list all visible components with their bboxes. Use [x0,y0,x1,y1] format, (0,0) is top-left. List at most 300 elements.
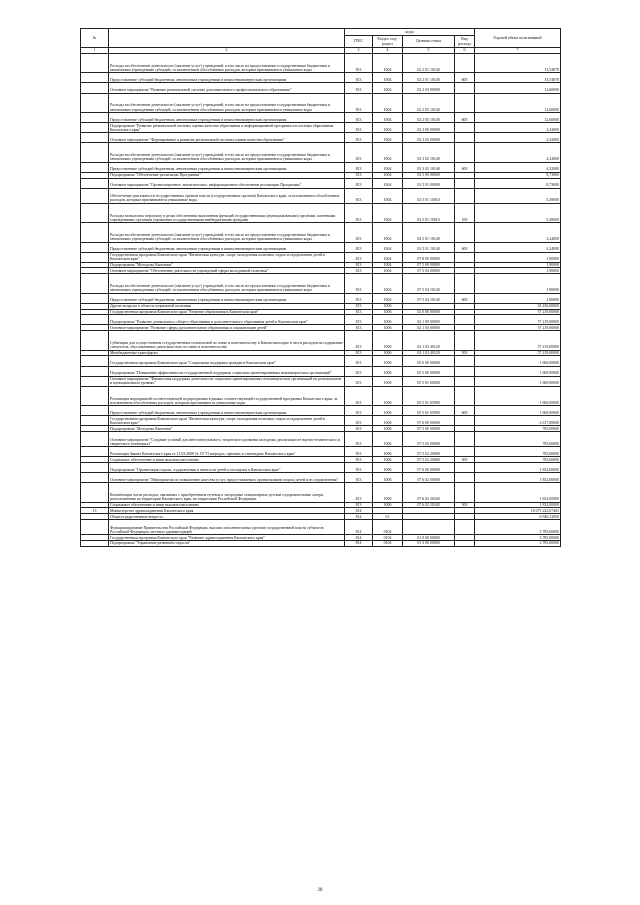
row-csr-cell: 07 5 02 00000 [403,432,455,447]
row-name-cell: Основное мероприятие "Обеспечение деятельности учреждений сферы молодежной политики" [109,268,345,274]
row-name-cell: Подпрограмма "Молодежь Камчатки" [109,262,345,268]
row-sum-cell: 1,90000 [475,268,561,274]
header-number: № [81,29,109,48]
row-vid-cell [455,376,475,386]
row-csr-cell: 07 0 00 00000 [403,252,455,262]
row-razdel-cell: 1004 [373,123,403,133]
row-csr-cell: 02 2 03 00000 [403,83,455,93]
row-razdel-cell: 1006 [373,376,403,386]
header-name [109,29,345,48]
row-number-cell [81,223,109,242]
row-name-cell: Государственная программа Камчатского края "Физическая культура, спорт, молодежная политика, отдых и оздоровление детей в Камчатском крае" [109,252,345,262]
row-number-cell [81,376,109,386]
row-razdel-cell: 1004 [373,188,403,203]
row-number-cell [81,203,109,222]
column-index: 2 [109,48,345,54]
table-row [81,432,561,447]
row-vid-cell [455,93,475,112]
row-grbs-cell: 813 [345,54,373,73]
row-sum-cell: 3,24000 [475,242,561,252]
row-vid-cell: 600 [455,112,475,122]
row-grbs-cell: 813 [345,386,373,405]
row-razdel-cell: 1004 [373,268,403,274]
row-razdel-cell: 1006 [373,303,403,309]
row-grbs-cell: 813 [345,356,373,366]
row-razdel-cell: 1006 [373,350,403,356]
row-csr-cell: 02 5 01 10010 [403,188,455,203]
table-row [81,143,561,162]
row-name-cell: Расходы на обеспечение деятельности (оказание услуг) учреждений, в том числе на предоставление государственным бюджетным и автономным учреждениям субсидий, за исключением обособленных расходов, которым присваиваются уникальные коды [109,223,345,242]
row-csr-cell: 07 6 02 20240 [403,483,455,502]
row-grbs-cell: 814 [345,535,373,541]
table-row [81,366,561,376]
table-row [81,178,561,188]
row-grbs-cell: 813 [345,457,373,463]
row-grbs-cell: 813 [345,293,373,303]
row-grbs-cell: 814 [345,520,373,535]
budget-table-page [80,28,560,547]
row-grbs-cell: 813 [345,203,373,222]
row-sum-cell: 4,32000 [475,162,561,172]
row-name-cell: Подпрограмма "Развитие региональной системы оценки качества образования и информационной прозрачности системы образования Камчатского края" [109,123,345,133]
row-csr-cell: 07 5 02 20080 [403,457,455,463]
row-sum-cell: 1 832,00000 [475,463,561,473]
row-csr-cell: 05 5 00 00000 [403,366,455,376]
row-sum-cell: 57 219,00000 [475,350,561,356]
row-razdel-cell: 0104 [373,535,403,541]
row-razdel-cell: 1004 [373,83,403,93]
row-razdel-cell: 1004 [373,178,403,188]
row-sum-cell: 57 219,00000 [475,315,561,325]
row-sum-cell: 5,49000 [475,188,561,203]
table-row [81,315,561,325]
row-razdel-cell: 1004 [373,162,403,172]
table-row [81,223,561,242]
row-name-cell: Основное мероприятие "Создание условий для интеллектуального, творческого развития молодежи, реализации ее научно-технического и творческого потенциала" [109,432,345,447]
row-sum-cell: 10 073 242,67483 [475,508,561,514]
row-name-cell: Расходы на выплаты персоналу в целях обеспечения выполнения функций государственными (муниципальными) органами, казенными учреждениями, органами управления государственными внебюджетными фондами [109,203,345,222]
row-sum-cell: 3 785,00000 [475,535,561,541]
row-number-cell [81,293,109,303]
row-name-cell: Основное мероприятие "Мероприятия по повышению качества услуг, предоставляемых организациями отдыха детей и их оздоровления" [109,473,345,483]
row-name-cell: Предоставление субсидий бюджетным, автономным учреждениям и иным некоммерческим организациям [109,112,345,122]
row-grbs-cell: 813 [345,274,373,293]
table-row [81,54,561,73]
row-csr-cell: 02 3 02 10140 [403,143,455,162]
column-index: 7 [475,48,561,54]
row-grbs-cell: 813 [345,463,373,473]
table-row [81,123,561,133]
row-csr-cell: 02 5 01 10140 [403,242,455,252]
row-grbs-cell: 813 [345,172,373,178]
column-index: 3 [345,48,373,54]
row-grbs-cell: 813 [345,416,373,426]
row-razdel-cell: 1006 [373,315,403,325]
table-row [81,520,561,535]
row-vid-cell [455,315,475,325]
row-number-cell [81,112,109,122]
table-row [81,386,561,405]
row-number-cell [81,123,109,133]
row-csr-cell: 07 5 04 10140 [403,293,455,303]
row-vid-cell: 600 [455,293,475,303]
row-name-cell: Предоставление субсидий бюджетным, автономным учреждениям и иным некоммерческим организациям [109,293,345,303]
row-name-cell: Компенсация части расходов, связанных с приобретением путевок в загородные стационарные детские оздоровительные лагеря, расположенные на территории Камчатского края, на территории Российской Федерации [109,483,345,502]
row-sum-cell: 12,60000 [475,83,561,93]
row-csr-cell: 02 5 00 00000 [403,172,455,178]
row-grbs-cell: 813 [345,432,373,447]
row-number-cell [81,447,109,457]
row-number-cell [81,463,109,473]
row-csr-cell: 02 5 01 00000 [403,178,455,188]
row-name-cell: Обеспечение деятельности государственных органов власти (государственных органов) Камчатского края, за исключением обособленных расходов, которым присваиваются уникальные коды [109,188,345,203]
row-number-cell [81,406,109,416]
row-sum-cell: 12,60000 [475,93,561,112]
row-number-cell [81,386,109,405]
row-sum-cell: 3 785,00000 [475,520,561,535]
header-sum: Годовой объем ассигнований [475,29,561,48]
row-number-cell [81,274,109,293]
row-vid-cell: 100 [455,203,475,222]
row-grbs-cell: 813 [345,376,373,386]
row-vid-cell [455,133,475,143]
row-grbs-cell: 813 [345,133,373,143]
row-razdel-cell: 1006 [373,457,403,463]
row-csr-cell: 02 2 05 10140 [403,112,455,122]
row-grbs-cell: 813 [345,447,373,457]
table-row [81,133,561,143]
table-row [81,188,561,203]
row-sum-cell: 1 600,00000 [475,366,561,376]
row-vid-cell [455,416,475,426]
row-name-cell: Основное мероприятие "Формирование и развитие региональной системы оценки качества образования" [109,133,345,143]
row-name-cell: Предоставление субсидий бюджетным, автономным учреждениям и иным некоммерческим организациям [109,406,345,416]
row-name-cell: Расходы на обеспечение деятельности (оказание услуг) учреждений, в том числе на предоставление государственным бюджетным и автономным учреждениям субсидий, за исключением обособленных расходов, которым присваиваются уникальные коды [109,54,345,73]
row-razdel-cell: 1006 [373,366,403,376]
row-grbs-cell: 813 [345,143,373,162]
row-razdel-cell: 1004 [373,274,403,293]
row-name-cell: Расходы на обеспечение деятельности (оказание услуг) учреждений, в том числе на предоставление государственным бюджетным и автономным учреждениям субсидий, за исключением обособленных расходов, которым присваиваются уникальные коды [109,274,345,293]
row-name-cell: Подпрограмма "Управление развитием отрасли" [109,540,345,546]
row-sum-cell: 1 600,00000 [475,376,561,386]
row-razdel-cell: 1004 [373,293,403,303]
row-grbs-cell: 813 [345,178,373,188]
table-row [81,447,561,457]
row-vid-cell: 600 [455,73,475,83]
row-number-cell [81,133,109,143]
row-sum-cell: 13,54878 [475,54,561,73]
row-sum-cell: 2 617,00000 [475,416,561,426]
row-csr-cell: 07 6 02 20240 [403,502,455,508]
row-grbs-cell: 813 [345,473,373,483]
row-name-cell: Предоставление субсидий бюджетным, автономным учреждениям и иным некоммерческим организациям [109,242,345,252]
row-number-cell [81,366,109,376]
row-csr-cell: 07 6 02 00000 [403,473,455,483]
row-vid-cell [455,143,475,162]
row-vid-cell: 600 [455,162,475,172]
row-grbs-cell: 813 [345,350,373,356]
row-name-cell: Другие вопросы в области социальной политики [109,303,345,309]
row-sum-cell: 1,90000 [475,274,561,293]
row-number-cell [81,520,109,535]
row-razdel-cell: 1006 [373,447,403,457]
table-row [81,274,561,293]
row-csr-cell: 02 5 01 10010 [403,203,455,222]
row-razdel-cell: 1004 [373,112,403,122]
table-row [81,93,561,112]
row-vid-cell [455,178,475,188]
table-row [81,473,561,483]
row-number-cell [81,73,109,83]
row-vid-cell [455,366,475,376]
row-razdel-cell: 1006 [373,502,403,508]
row-grbs-cell: 813 [345,262,373,268]
row-grbs-cell: 813 [345,83,373,93]
row-sum-cell: 1 832,00000 [475,502,561,508]
row-number-cell [81,483,109,502]
row-csr-cell: 07 6 00 00000 [403,463,455,473]
row-csr-cell [403,520,455,535]
row-razdel-cell: 1006 [373,416,403,426]
row-name-cell: Государственная программа Камчатского края "Развитие здравоохранения Камчатского края" [109,535,345,541]
row-razdel-cell: 1006 [373,463,403,473]
row-vid-cell: 600 [455,242,475,252]
budget-table [80,28,561,547]
page-number: 28 [317,888,323,893]
row-razdel-cell: 1004 [373,54,403,73]
row-name-cell: Основное мероприятие "Развитие региональной системы дополнительного профессионального образования" [109,83,345,93]
row-name-cell: Подпрограмма "Молодежь Камчатки" [109,426,345,432]
row-sum-cell: 57 219,00000 [475,331,561,350]
row-sum-cell: 61 436,00000 [475,303,561,309]
row-vid-cell [455,83,475,93]
row-name-cell: Государственная программа Камчатского края "Социальная поддержка граждан в Камчатском крае" [109,356,345,366]
row-sum-cell: 5,49000 [475,203,561,222]
row-vid-cell: 300 [455,457,475,463]
row-grbs-cell: 813 [345,483,373,502]
table-row [81,293,561,303]
row-csr-cell: 01 0 00 00000 [403,535,455,541]
row-csr-cell: 07 5 00 00000 [403,426,455,432]
row-grbs-cell: 813 [345,93,373,112]
row-grbs-cell: 814 [345,508,373,514]
row-vid-cell: 300 [455,502,475,508]
row-razdel-cell: 1006 [373,356,403,366]
row-sum-cell: 13,54878 [475,73,561,83]
row-number-cell [81,416,109,426]
row-vid-cell [455,223,475,242]
row-csr-cell: 05 5 01 05990 [403,386,455,405]
row-grbs-cell: 813 [345,406,373,416]
row-grbs-cell: 813 [345,303,373,309]
row-csr-cell: 02 2 05 10140 [403,93,455,112]
row-vid-cell [455,463,475,473]
row-number-cell [81,83,109,93]
row-grbs-cell: 814 [345,540,373,546]
row-csr-cell: 02 5 01 10140 [403,223,455,242]
row-csr-cell: 07 0 00 00000 [403,416,455,426]
row-vid-cell [455,386,475,405]
row-name-cell: Подпрограмма "Развитие дошкольного, общего образования и дополнительного образования детей в Камчатском крае" [109,315,345,325]
row-razdel-cell: 1006 [373,325,403,331]
row-csr-cell: 02 1 03 40120 [403,331,455,350]
row-number-cell: 13 [81,508,109,514]
row-csr-cell: 07 5 02 20080 [403,447,455,457]
row-grbs-cell: 813 [345,366,373,376]
row-name-cell: Подпрограмма "Обеспечение реализации Программы" [109,172,345,178]
table-body [81,54,561,547]
row-sum-cell: 8,73000 [475,172,561,178]
row-grbs-cell: 813 [345,162,373,172]
row-sum-cell: 1 600,00000 [475,406,561,416]
row-razdel-cell: 1006 [373,386,403,405]
row-number-cell [81,331,109,350]
row-vid-cell [455,188,475,203]
row-vid-cell [455,432,475,447]
row-sum-cell: 12,60000 [475,112,561,122]
row-vid-cell: 600 [455,406,475,416]
row-grbs-cell: 813 [345,309,373,315]
row-csr-cell: 07 5 04 00000 [403,268,455,274]
row-vid-cell [455,520,475,535]
row-razdel-cell: 1006 [373,483,403,502]
row-razdel-cell: 1006 [373,309,403,315]
row-sum-cell: 57 219,00000 [475,309,561,315]
row-csr-cell: 05 0 00 00000 [403,356,455,366]
row-grbs-cell: 813 [345,73,373,83]
row-name-cell: Подпрограмма "Повышение эффективности государственной поддержки социально ориентированных некоммерческих организаций" [109,366,345,376]
row-razdel-cell: 0104 [373,520,403,535]
table-row [81,463,561,473]
row-sum-cell: 8,73000 [475,178,561,188]
column-index: 1 [81,48,109,54]
row-number-cell [81,54,109,73]
row-grbs-cell: 813 [345,242,373,252]
row-razdel-cell: 1004 [373,252,403,262]
row-csr-cell: 02 3 02 10140 [403,162,455,172]
row-razdel-cell: 1006 [373,331,403,350]
row-razdel-cell: 01 [373,514,403,520]
row-name-cell: Функционирование Правительства Российской Федерации, высших исполнительных органов государственной власти субъектов Российской Федерации, местных администраций [109,520,345,535]
row-csr-cell: 07 5 04 10140 [403,274,455,293]
row-sum-cell: 1,90000 [475,252,561,262]
row-sum-cell: 57 219,00000 [475,325,561,331]
header-razdel: Раздел, под-раздел [373,36,403,48]
table-row [81,331,561,350]
row-name-cell: Предоставление субсидий бюджетным, автономным учреждениям и иным некоммерческим организациям [109,73,345,83]
row-number-cell [81,315,109,325]
row-sum-cell: 4,32000 [475,143,561,162]
row-sum-cell: 1 832,00000 [475,473,561,483]
row-name-cell: Основное мероприятие "Организационное, аналитическое, информационное обеспечение реализации Программы" [109,178,345,188]
row-razdel-cell: 1004 [373,203,403,222]
row-razdel-cell: 1006 [373,432,403,447]
row-number-cell [81,540,109,546]
row-sum-cell: 785,00000 [475,457,561,463]
row-csr-cell: 02 2 01 10140 [403,73,455,83]
table-row [81,356,561,366]
row-razdel-cell: 1004 [373,262,403,268]
row-csr-cell: 02 1 03 40120 [403,350,455,356]
row-grbs-cell: 813 [345,223,373,242]
row-razdel-cell: 1004 [373,93,403,112]
row-vid-cell [455,356,475,366]
row-razdel-cell: 1004 [373,172,403,178]
row-razdel-cell: 1006 [373,473,403,483]
row-csr-cell: 02 3 02 00000 [403,133,455,143]
row-name-cell: Предоставление субсидий бюджетным, автономным учреждениям и иным некоммерческим организациям [109,162,345,172]
row-number-cell [81,178,109,188]
row-razdel-cell: 1006 [373,426,403,432]
row-name-cell: Основное мероприятие "Развитие сферы дополнительного образования и социализации детей" [109,325,345,331]
table-row [81,252,561,262]
row-vid-cell [455,540,475,546]
row-number-cell [81,143,109,162]
row-csr-cell: 02 1 00 00000 [403,315,455,325]
row-name-cell: Подпрограмма "Организация отдыха, оздоровления и занятости детей и молодежи в Камчатском крае" [109,463,345,473]
row-number-cell [81,242,109,252]
row-name-cell: Межбюджетные трансферты [109,350,345,356]
header-csr: Целевая статья [403,36,455,48]
column-index: 6 [455,48,475,54]
table-row [81,483,561,502]
row-razdel-cell: 1006 [373,406,403,416]
table-row [81,162,561,172]
row-grbs-cell: 813 [345,315,373,325]
row-vid-cell [455,123,475,133]
row-name-cell: Государственная программа Камчатского края "Физическая культура, спорт, молодежная политика, отдых и оздоровление детей в Камчатском крае" [109,416,345,426]
row-number-cell [81,473,109,483]
row-sum-cell: 785,00000 [475,432,561,447]
header-vid: Вид расхода [455,36,475,48]
row-name-cell: Социальное обеспечение и иные выплаты населению [109,502,345,508]
table-row [81,203,561,222]
row-name-cell: Реализация мероприятий соответствующей подпрограммы в рамках соответствующей государственной программы Камчатского края, за исключением обособленных расходов, которым присваиваются уникальные коды [109,386,345,405]
row-razdel-cell: 1004 [373,223,403,242]
table-row [81,376,561,386]
row-number-cell [81,356,109,366]
row-grbs-cell: 813 [345,325,373,331]
row-vid-cell [455,274,475,293]
row-grbs-cell: 814 [345,514,373,520]
row-sum-cell: 785,00000 [475,426,561,432]
column-index: 5 [403,48,455,54]
row-csr-cell: 02 3 00 00000 [403,123,455,133]
row-csr-cell: 02 1 03 00000 [403,325,455,331]
row-vid-cell [455,54,475,73]
table-row [81,83,561,93]
row-number-cell [81,432,109,447]
row-csr-cell: 01 3 00 00000 [403,540,455,546]
row-csr-cell: 05 5 01 05990 [403,406,455,416]
row-razdel-cell: 1004 [373,143,403,162]
row-sum-cell: 3 785,00000 [475,540,561,546]
column-index: 4 [373,48,403,54]
table-row [81,242,561,252]
row-number-cell [81,162,109,172]
row-sum-cell: 1 600,00000 [475,356,561,366]
row-name-cell: Субвенции для осуществления государственных полномочий по опеке и попечительству в Камчатском крае в части расходов на содержание спецсчетов, обусловленных деятельностью по опеке и попечительству [109,331,345,350]
row-sum-cell: 3,24000 [475,223,561,242]
row-csr-cell: 05 5 01 00000 [403,376,455,386]
row-sum-cell: 4,32000 [475,133,561,143]
row-grbs-cell: 813 [345,112,373,122]
header-codes: коды [345,29,475,36]
row-razdel-cell: 1004 [373,133,403,143]
row-number-cell [81,188,109,203]
table-row [81,416,561,426]
row-csr-cell: 02 0 00 00000 [403,309,455,315]
